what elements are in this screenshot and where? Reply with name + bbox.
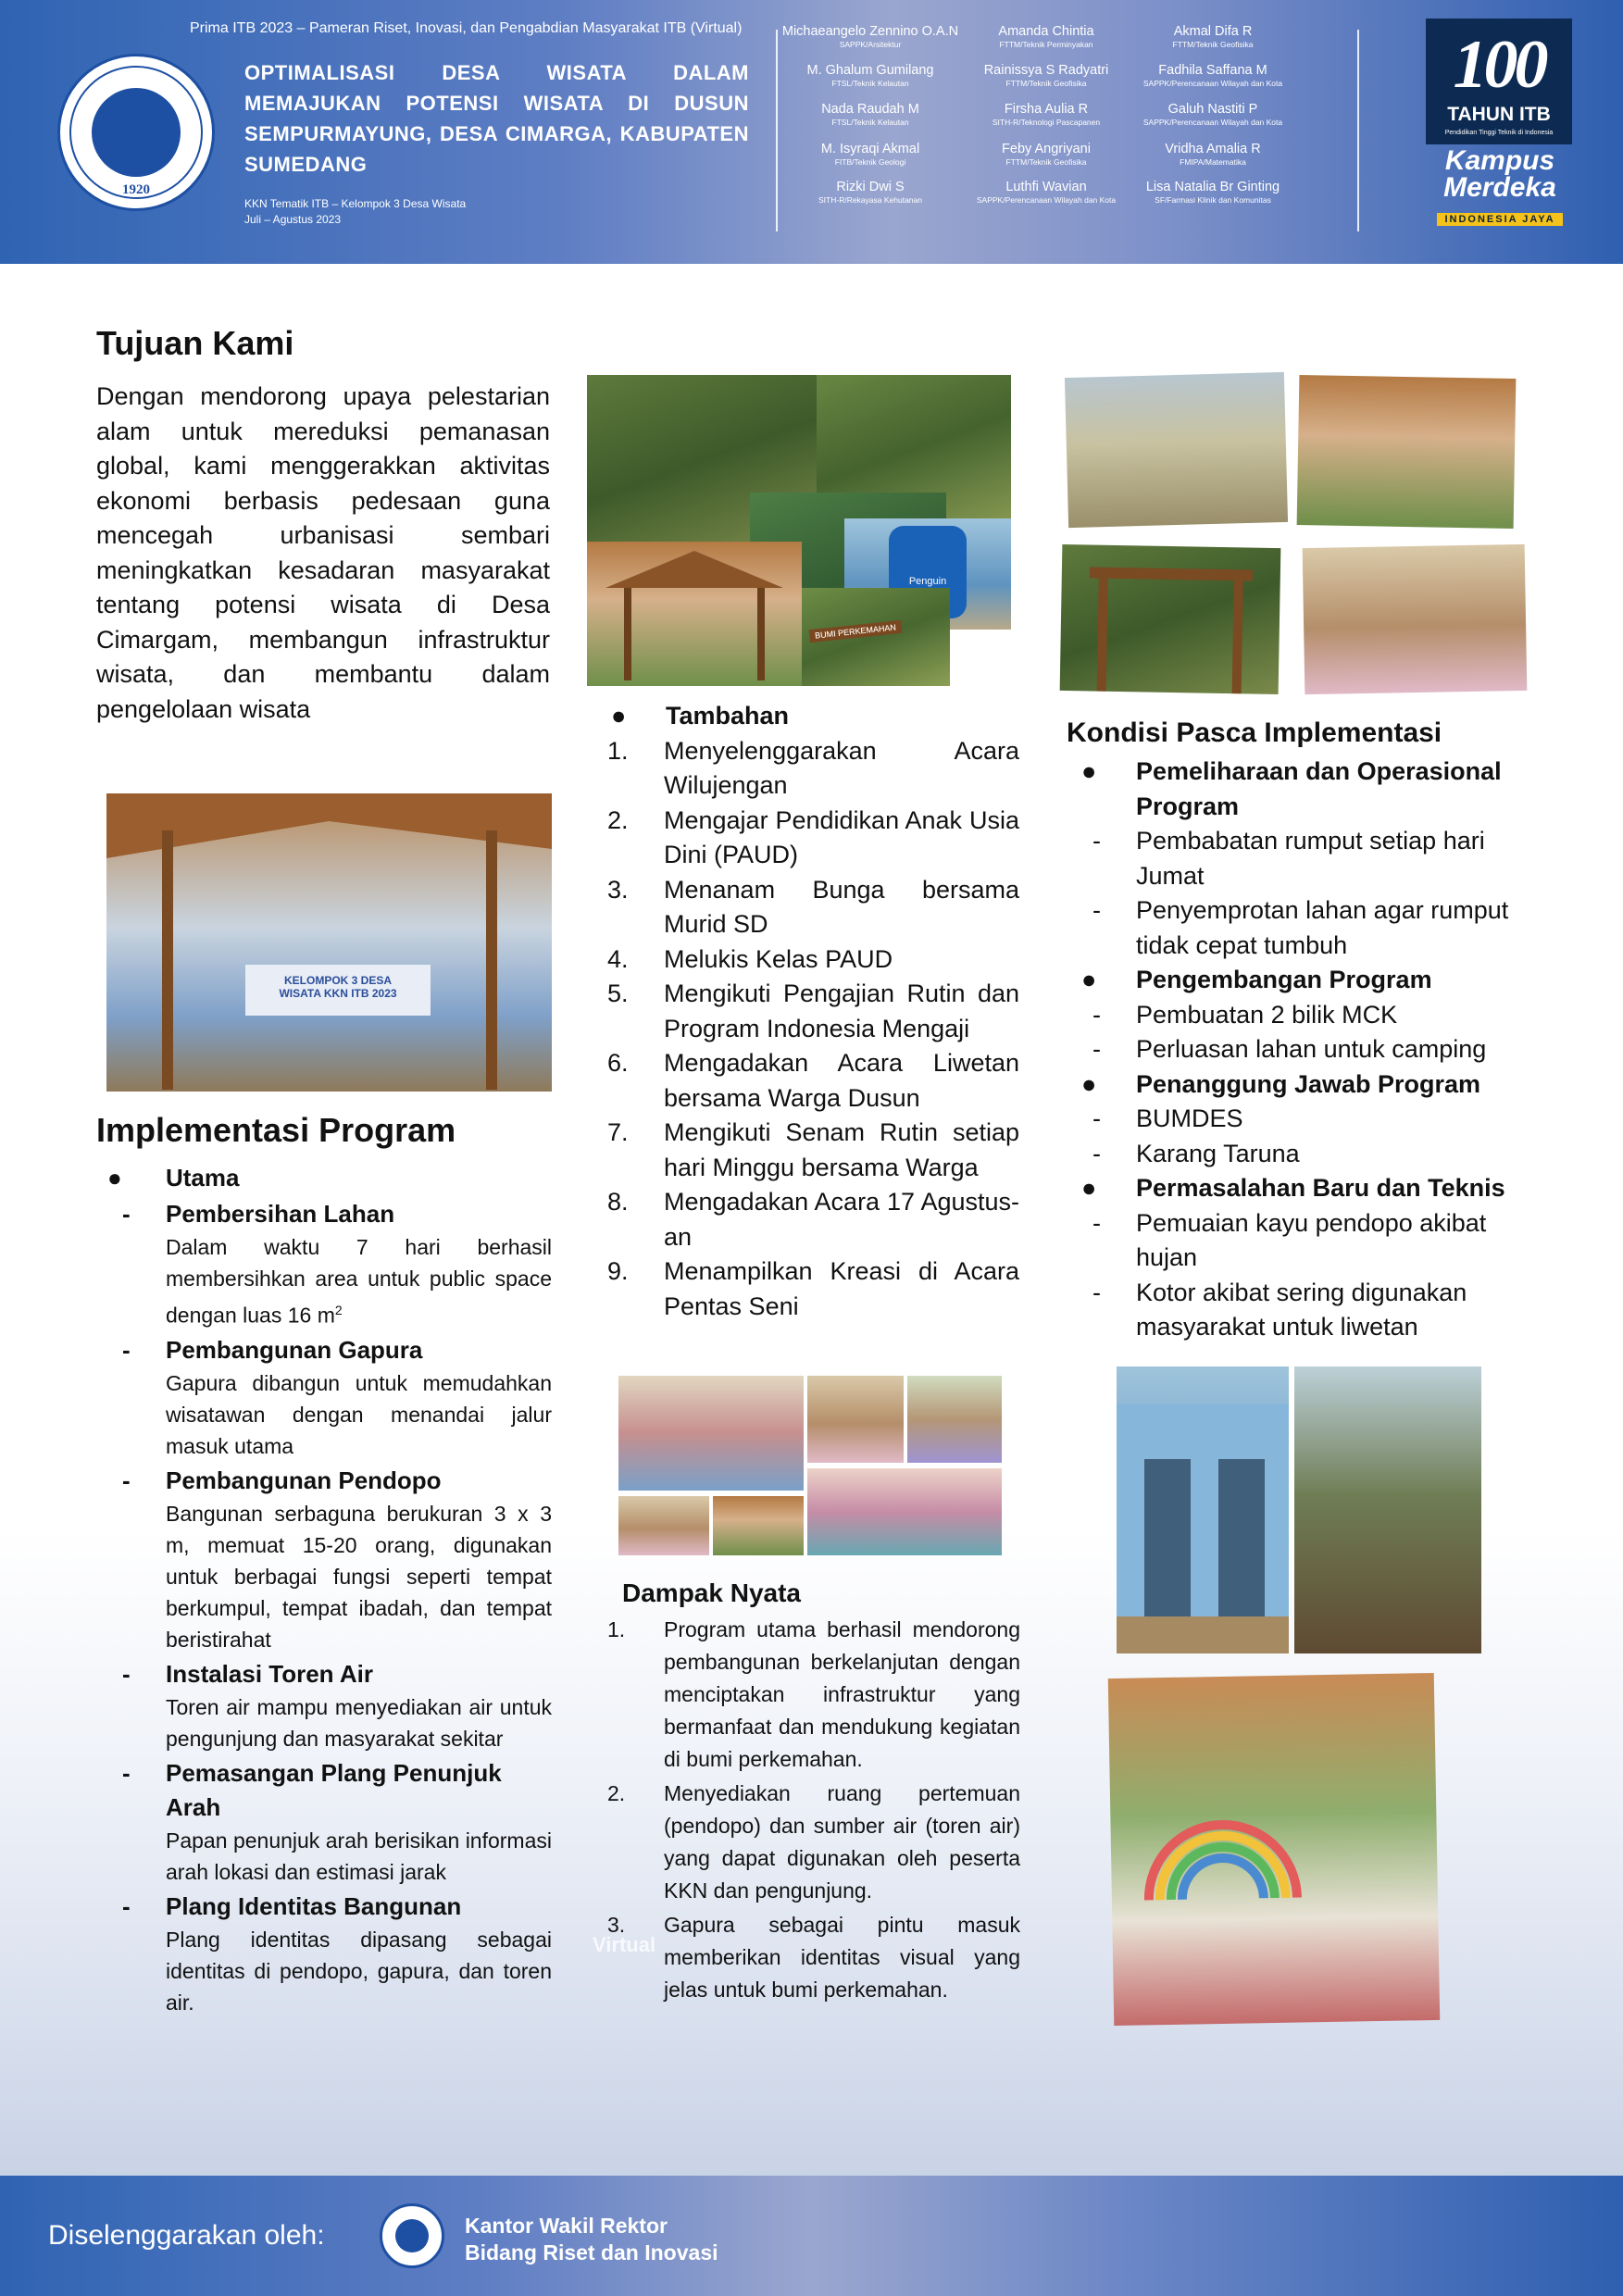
member-name: Amanda Chintia: [998, 24, 1094, 39]
photo-pentas: [713, 1496, 804, 1555]
indonesia-jaya-badge: INDONESIA JAYA: [1437, 213, 1562, 226]
team-member: [1120, 142, 1305, 167]
tambahan-item-text: Mengikuti Senam Rutin setiap hari Minggu bersama Warga: [664, 1118, 1019, 1181]
tambahan-item: [607, 734, 1019, 804]
tambahan-item-text: Mengadakan Acara 17 Agustus-an: [664, 1188, 1019, 1251]
header-banner: [0, 0, 1623, 264]
implementasi-item: [96, 1756, 552, 1825]
photo-gapura: [1060, 544, 1281, 694]
member-department: FTTM/Teknik Geofisika: [1005, 157, 1087, 167]
kondisi-item-text: Pembabatan rumput setiap hari Jumat: [1136, 827, 1485, 890]
itb-100-logo: [1426, 19, 1572, 144]
item-number: 4.: [607, 944, 629, 973]
utama-label: Utama: [166, 1164, 240, 1192]
kondisi-item-text: Karang Taruna: [1136, 1139, 1300, 1167]
kondisi-item: [1067, 1276, 1516, 1345]
dash-marker: -: [122, 1659, 131, 1688]
kondisi-group-label: Permasalahan Baru dan Teknis: [1136, 1174, 1505, 1202]
group-banner-text: KELOMPOK 3 DESA WISATA KKN ITB 2023: [279, 974, 397, 1000]
implementasi-item-title: Pembersihan Lahan: [166, 1200, 395, 1228]
tambahan-item: [607, 942, 1019, 978]
logo-tahun-itb: TAHUN ITB: [1447, 104, 1551, 125]
tambahan-heading: Tambahan: [666, 702, 790, 730]
implementasi-item-desc: [96, 1498, 552, 1655]
member-department: FMIPA/Matematika: [1180, 157, 1246, 167]
item-number: 3.: [607, 875, 629, 904]
member-name: Rainissya S Radyatri: [983, 63, 1109, 78]
implementasi-item-desc: [96, 1825, 552, 1888]
pendopo-icon: [587, 542, 802, 686]
footer-logo-core: [395, 2219, 429, 2252]
member-department: FTTM/Teknik Perminyakan: [999, 40, 1093, 49]
member-name: Feby Angriyani: [1002, 142, 1091, 156]
team-member: [954, 180, 1139, 205]
mck-building-icon: [1117, 1366, 1289, 1653]
implementasi-item: [96, 1464, 552, 1498]
dampak-item-text: Program utama berhasil mendorong pembangunan berkelanjutan dengan menciptakan infrastruktur yang bermanfaat dan mendukung kegiatan di bumi perkemahan.: [664, 1617, 1020, 1771]
pendopo-roof-icon: [106, 793, 552, 1092]
member-name: Luthfi Wavian: [1005, 180, 1087, 194]
dash-marker: -: [1092, 1035, 1101, 1063]
team-member: [778, 142, 963, 167]
utama-bullet: [96, 1161, 552, 1195]
kampus-merdeka-logo: [1426, 145, 1574, 228]
kampus-merdeka-text: Kampus Merdeka: [1443, 145, 1556, 203]
photo-pengajian-room: [1303, 544, 1528, 694]
photo-pendopo: [587, 542, 802, 686]
kondisi-item-text: Pemuaian kayu pendopo akibat hujan: [1136, 1208, 1487, 1271]
photo-liwetan: [1108, 1673, 1440, 2026]
photo-paud-painting: [807, 1376, 904, 1463]
photo-senam: [1297, 375, 1517, 529]
tambahan-item: [607, 1116, 1019, 1185]
kondisi-item-text: Perluasan lahan untuk camping: [1136, 1035, 1487, 1063]
implementasi-item-title: Plang Identitas Bangunan: [166, 1891, 462, 1920]
team-member: [1120, 24, 1305, 49]
team-member: [778, 24, 963, 49]
team-member: [1120, 180, 1305, 205]
rainbow-decoration-icon: [1108, 1673, 1440, 2026]
logo-subtitle: Pendidikan Tinggi Teknik di Indonesia: [1444, 130, 1554, 136]
dampak-section: [607, 1578, 1020, 2008]
implementasi-item-title: Instalasi Toren Air: [166, 1659, 373, 1688]
kondisi-section: [1067, 718, 1516, 1345]
item-number: 2.: [607, 1781, 626, 1805]
dash-marker: -: [1092, 1139, 1101, 1167]
dampak-item: [607, 1909, 1020, 2006]
kondisi-item: [1067, 1206, 1516, 1276]
dampak-item-text: Menyediakan ruang pertemuan (pendopo) dan sumber air (toren air) yang dapat digunakan oleh peserta KKN dan pengunjung.: [664, 1781, 1020, 1903]
itb-footer-logo-icon: [380, 2203, 444, 2268]
bullet-marker: ●: [1081, 966, 1097, 993]
member-name: M. Ghalum Gumilang: [806, 63, 934, 78]
kondisi-group-title: [1067, 1067, 1516, 1103]
implementasi-desc-text: Gapura dibangun untuk memudahkan wisatawan dengan menandai jalur masuk utama: [166, 1370, 552, 1458]
kondisi-item-text: Kotor akibat sering digunakan masyarakat untuk liwetan: [1136, 1278, 1467, 1341]
dampak-item: [607, 1778, 1020, 1907]
implementasi-item-desc: [96, 1924, 552, 2018]
kondisi-group-label: Pengembangan Program: [1136, 966, 1432, 993]
item-number: 8.: [607, 1188, 629, 1216]
photo-camping-land: [1294, 1366, 1481, 1653]
item-number: 9.: [607, 1257, 629, 1285]
organizer-line1: Kantor Wakil Rektor: [465, 2214, 668, 2238]
itb-seal-logo: [57, 54, 215, 211]
organizer-name: [465, 2213, 718, 2266]
member-name: Vridha Amalia R: [1165, 142, 1261, 156]
poster-title: OPTIMALISASI DESA WISATA DALAM MEMAJUKAN POTENSI WISATA DI DUSUN SEMPURMAYUNG, DESA CIMARGA, KABUPATEN SUMEDANG: [244, 61, 749, 176]
implementasi-item-desc: [96, 1691, 552, 1754]
member-department: SF/Farmasi Klinik dan Komunitas: [1155, 195, 1271, 205]
dampak-list: [607, 1614, 1020, 2006]
tambahan-item: [607, 1046, 1019, 1116]
event-name: Prima ITB 2023 – Pameran Riset, Inovasi, dan Pengabdian Masyarakat ITB (Virtual): [190, 20, 743, 36]
kondisi-group-title: [1067, 963, 1516, 998]
tambahan-item: [607, 977, 1019, 1046]
member-name: Galuh Nastiti P: [1167, 102, 1258, 117]
dampak-item: [607, 1614, 1020, 1776]
member-department: FTTM/Teknik Geofisika: [1005, 79, 1087, 88]
tambahan-list: [607, 734, 1019, 1325]
area-unit-superscript: 2: [334, 1303, 343, 1317]
tambahan-item: [607, 804, 1019, 873]
dash-marker: -: [1092, 827, 1101, 855]
team-member: [954, 102, 1139, 127]
photo-kids-flowers: [618, 1376, 804, 1491]
photo-pengajian: [618, 1496, 709, 1555]
kkn-period: Juli – Agustus 2023: [244, 212, 342, 226]
seal-emblem-icon: [92, 88, 181, 177]
kkn-info: [244, 196, 466, 228]
tambahan-item: [607, 1185, 1019, 1254]
team-member: [778, 180, 963, 205]
bullet-marker: ●: [611, 702, 627, 730]
tambahan-item: [607, 1254, 1019, 1324]
kondisi-item: [1067, 1032, 1516, 1067]
kondisi-item-text: Pembuatan 2 bilik MCK: [1136, 1000, 1398, 1029]
kondisi-item: [1067, 1137, 1516, 1172]
dash-marker: -: [122, 1466, 131, 1494]
tambahan-section: [607, 699, 1019, 1324]
member-name: M. Isyraqi Akmal: [820, 142, 920, 156]
member-department: FTTM/Teknik Geofisika: [1172, 40, 1254, 49]
signpost-text: BUMI PERKEMAHAN: [809, 620, 903, 643]
implementasi-item: [96, 1657, 552, 1691]
item-number: 6.: [607, 1049, 629, 1077]
kondisi-list: [1067, 755, 1516, 1345]
bullet-marker: ●: [1081, 1069, 1097, 1098]
item-number: 3.: [607, 1913, 626, 1937]
team-member: [1120, 63, 1305, 88]
item-number: 1.: [607, 736, 629, 765]
member-department: SITH-R/Rekayasa Kehutanan: [818, 195, 922, 205]
team-member: [954, 63, 1139, 88]
kondisi-item-text: Penyemprotan lahan agar rumput tidak cepat tumbuh: [1136, 896, 1509, 959]
kondisi-group-label: Pemeliharaan dan Operasional Program: [1136, 757, 1502, 820]
photo-drawing-class: [807, 1468, 1002, 1555]
footer-banner: [0, 2176, 1623, 2296]
member-name: Akmal Difa R: [1173, 24, 1253, 39]
kondisi-item: [1067, 824, 1516, 893]
member-department: SAPPK/Perencanaan Wilayah dan Kota: [976, 195, 1117, 205]
member-department: SITH-R/Teknologi Pascapanen: [992, 118, 1101, 127]
dampak-item-text: Gapura sebagai pintu masuk memberikan identitas visual yang jelas untuk bumi perkemahan.: [664, 1913, 1020, 2002]
implementasi-desc-text: Dalam waktu 7 hari berhasil membersihkan area untuk public space dengan luas 16 m: [166, 1235, 552, 1328]
member-name: Nada Raudah M: [821, 102, 919, 117]
kkn-group: KKN Tematik ITB – Kelompok 3 Desa Wisata: [244, 197, 467, 210]
bullet-marker: ●: [1081, 1174, 1097, 1202]
tambahan-item-text: Menampilkan Kreasi di Acara Pentas Seni: [664, 1257, 1019, 1320]
member-name: Firsha Aulia R: [1004, 102, 1089, 117]
implementasi-desc-text: Plang identitas dipasang sebagai identitas di pendopo, gapura, dan toren air.: [166, 1927, 552, 2015]
item-number: 2.: [607, 805, 629, 834]
kondisi-group-title: [1067, 755, 1516, 824]
dampak-heading: Dampak Nyata: [622, 1578, 801, 1607]
tujuan-heading: Tujuan Kami: [96, 324, 294, 362]
implementasi-item-title: Pembangunan Pendopo: [166, 1466, 442, 1494]
organizer-line2: Bidang Riset dan Inovasi: [465, 2240, 718, 2265]
item-number: 5.: [607, 980, 629, 1007]
watermark-virtual: Virtual: [593, 1933, 656, 1956]
kondisi-heading: Kondisi Pasca Implementasi: [1067, 718, 1442, 748]
photo-class-kids: [907, 1376, 1002, 1463]
member-name: Fadhila Saffana M: [1158, 63, 1267, 78]
dash-marker: -: [1092, 1278, 1101, 1306]
divider-right: [1357, 30, 1359, 231]
team-members: [781, 24, 1305, 218]
implementasi-desc-text: Toren air mampu menyediakan air untuk pengunjung dan masyarakat sekitar: [166, 1694, 552, 1751]
logo-100-number: 100: [1453, 27, 1545, 103]
implementasi-item-desc: [96, 1231, 552, 1331]
toren-brand: Penguin: [908, 576, 947, 587]
implementasi-desc-text: Bangunan serbaguna berukuran 3 x 3 m, memuat 15-20 orang, digunakan untuk berbagai fungsi seperti tempat berkumpul, tempat ibadah, dan tempat beristirahat: [166, 1501, 552, 1652]
implementasi-heading: Implementasi Program: [96, 1111, 456, 1149]
dash-marker: -: [1092, 1104, 1101, 1132]
gapura-icon: [1060, 544, 1281, 694]
implementasi-item-desc: [96, 1367, 552, 1462]
photo-mck-building: [1117, 1366, 1289, 1653]
bullet-marker: ●: [1081, 757, 1097, 785]
member-department: FTSL/Teknik Kelautan: [831, 118, 909, 127]
tambahan-item-text: Mengikuti Pengajian Rutin dan Program Indonesia Mengaji: [664, 980, 1019, 1042]
team-member: [954, 24, 1139, 49]
kondisi-item: [1067, 1102, 1516, 1137]
item-number: 7.: [607, 1118, 629, 1146]
tambahan-item-text: Menanam Bunga bersama Murid SD: [664, 875, 1019, 938]
organizer-label: Diselenggarakan oleh:: [48, 2220, 325, 2251]
member-department: SAPPK/Perencanaan Wilayah dan Kota: [1142, 79, 1283, 88]
tambahan-item-text: Mengadakan Acara Liwetan bersama Warga Dusun: [664, 1049, 1019, 1112]
tambahan-heading-row: [607, 699, 1019, 734]
dash-marker: -: [122, 1335, 131, 1364]
implementasi-desc-text: Papan penunjuk arah berisikan informasi arah lokasi dan estimasi jarak: [166, 1828, 552, 1884]
member-name: Rizki Dwi S: [836, 180, 905, 194]
implementasi-item-title: Pembangunan Gapura: [166, 1335, 423, 1364]
team-member: [778, 102, 963, 127]
implementasi-list: [96, 1197, 552, 2018]
dash-marker: -: [122, 1891, 131, 1920]
member-name: Lisa Natalia Br Ginting: [1145, 180, 1280, 194]
kondisi-item: [1067, 893, 1516, 963]
kondisi-item: [1067, 998, 1516, 1033]
item-number: 1.: [607, 1617, 626, 1641]
dash-marker: -: [1092, 1000, 1101, 1029]
dash-marker: -: [122, 1200, 131, 1228]
bullet-marker: ●: [107, 1164, 122, 1192]
member-name: Michaeangelo Zennino O.A.N: [781, 24, 959, 39]
team-member: [954, 142, 1139, 167]
member-department: SAPPK/Arsitektur: [839, 40, 902, 49]
column-left: [96, 324, 550, 727]
kondisi-group-title: [1067, 1171, 1516, 1206]
member-department: SAPPK/Perencanaan Wilayah dan Kota: [1142, 118, 1283, 127]
implementasi-section: [96, 1111, 552, 2018]
kondisi-item-text: BUMDES: [1136, 1104, 1243, 1132]
implementasi-item: [96, 1890, 552, 1924]
member-department: FTSL/Teknik Kelautan: [831, 79, 909, 88]
tambahan-item-text: Menyelenggarakan Acara Wilujengan: [664, 736, 1019, 799]
seal-year: 1920: [122, 182, 150, 197]
team-member: [1120, 102, 1305, 127]
group-photo-pendopo: [106, 793, 552, 1092]
dash-marker: -: [122, 1758, 131, 1787]
implementasi-item: [96, 1333, 552, 1367]
tambahan-item: [607, 873, 1019, 942]
member-department: FITB/Teknik Geologi: [834, 157, 906, 167]
tujuan-body: Dengan mendorong upaya pelestarian alam untuk mereduksi pemanasan global, kami menggerakkan aktivitas ekonomi berbasis pedesaan guna mencegah urbanisasi sembari meningkatkan kesadaran masyarakat tentang potensi wisata di Desa Cimargam, membangun infrastruktur wisata, dan membantu dalam pengelolaan wisata: [96, 382, 550, 723]
photo-signpost: [802, 588, 950, 686]
dash-marker: -: [1092, 896, 1101, 924]
kondisi-group-label: Penanggung Jawab Program: [1136, 1069, 1481, 1098]
implementasi-item: [96, 1197, 552, 1231]
team-member: [778, 63, 963, 88]
tambahan-item-text: Mengajar Pendidikan Anak Usia Dini (PAUD): [664, 805, 1019, 868]
photo-field-playing: [1065, 372, 1288, 528]
dash-marker: -: [1092, 1208, 1101, 1237]
implementasi-item-title: Pemasangan Plang Penunjuk Arah: [166, 1758, 502, 1821]
tambahan-item-text: Melukis Kelas PAUD: [664, 944, 893, 973]
